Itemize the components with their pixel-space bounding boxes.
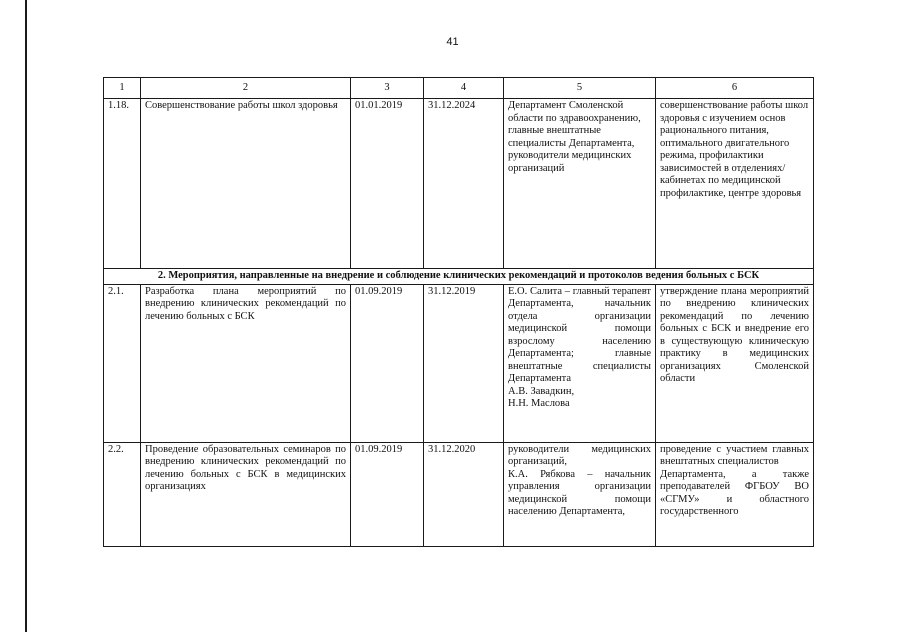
item-number: 1.18.: [104, 99, 141, 269]
table-row: [104, 284, 814, 442]
responsible-text: Е.О. Салита – главный терапевт Департамента, начальник отдела организации медицинской помощи взрослому населению Департамента; главные внештатные специалисты Департамента: [508, 285, 651, 384]
column-header: 6: [656, 78, 814, 99]
table-row: [104, 99, 814, 269]
page-number: 41: [446, 36, 459, 48]
result-text: проведение с участием главных внештатных специалистов: [660, 443, 809, 467]
end-date: 31.12.2024: [424, 99, 504, 269]
measures-table: [103, 77, 814, 547]
responsible-cell: [504, 442, 656, 546]
item-number: 2.1.: [104, 284, 141, 442]
responsible-org: руководители медицинских организаций,: [508, 443, 651, 467]
responsible-name: А.В. Завадкин,: [508, 385, 575, 397]
item-number: 2.2.: [104, 442, 141, 546]
item-title: Совершенствование работы школ здоровья: [141, 99, 351, 269]
result-cell: утверждение плана мероприятий по внедрению клинических рекомендаций по лечению больных с БСК и внедрение его в существующую клиническую практику в медицинских организациях Смоленской области: [656, 284, 814, 442]
end-date: 31.12.2019: [424, 284, 504, 442]
item-title: Разработка плана мероприятий по внедрению клинических рекомендаций по лечению больных с БСК: [141, 284, 351, 442]
table-header-row: [104, 78, 814, 99]
end-date: 31.12.2020: [424, 442, 504, 546]
start-date: 01.09.2019: [351, 442, 424, 546]
section-title: 2. Мероприятия, направленные на внедрение и соблюдение клинических рекомендаций и протоколов ведения больных с БСК: [104, 269, 814, 285]
responsible-cell: [504, 284, 656, 442]
column-header: 2: [141, 78, 351, 99]
responsible-text: К.А. Рябкова – начальник управления организации медицинской помощи населению Департамента,: [508, 468, 651, 517]
start-date: 01.09.2019: [351, 284, 424, 442]
column-header: 4: [424, 78, 504, 99]
column-header: 5: [504, 78, 656, 99]
section-row: [104, 269, 814, 285]
page-left-border: [25, 0, 27, 632]
result-cell: [656, 442, 814, 546]
result-cell: совершенствование работы школ здоровья с изучением основ рационального питания, оптимального двигательного режима, профилактики зависимостей в отделениях/кабинетах по медицинской профилактике, центре здоровья: [656, 99, 814, 269]
table-row: [104, 442, 814, 546]
column-header: 1: [104, 78, 141, 99]
column-header: 3: [351, 78, 424, 99]
responsible-name: Н.Н. Маслова: [508, 398, 570, 409]
start-date: 01.01.2019: [351, 99, 424, 269]
responsible-cell: Департамент Смоленской области по здравоохранению, главные внештатные специалисты Департамента, руководители медицинских организаций: [504, 99, 656, 269]
item-title: Проведение образовательных семинаров по внедрению клинических рекомендаций по лечению больных с БСК в медицинских организациях: [141, 442, 351, 546]
result-text: Департамента, а также преподавателей ФГБОУ ВО «СГМУ» и областного государственного: [660, 468, 809, 517]
